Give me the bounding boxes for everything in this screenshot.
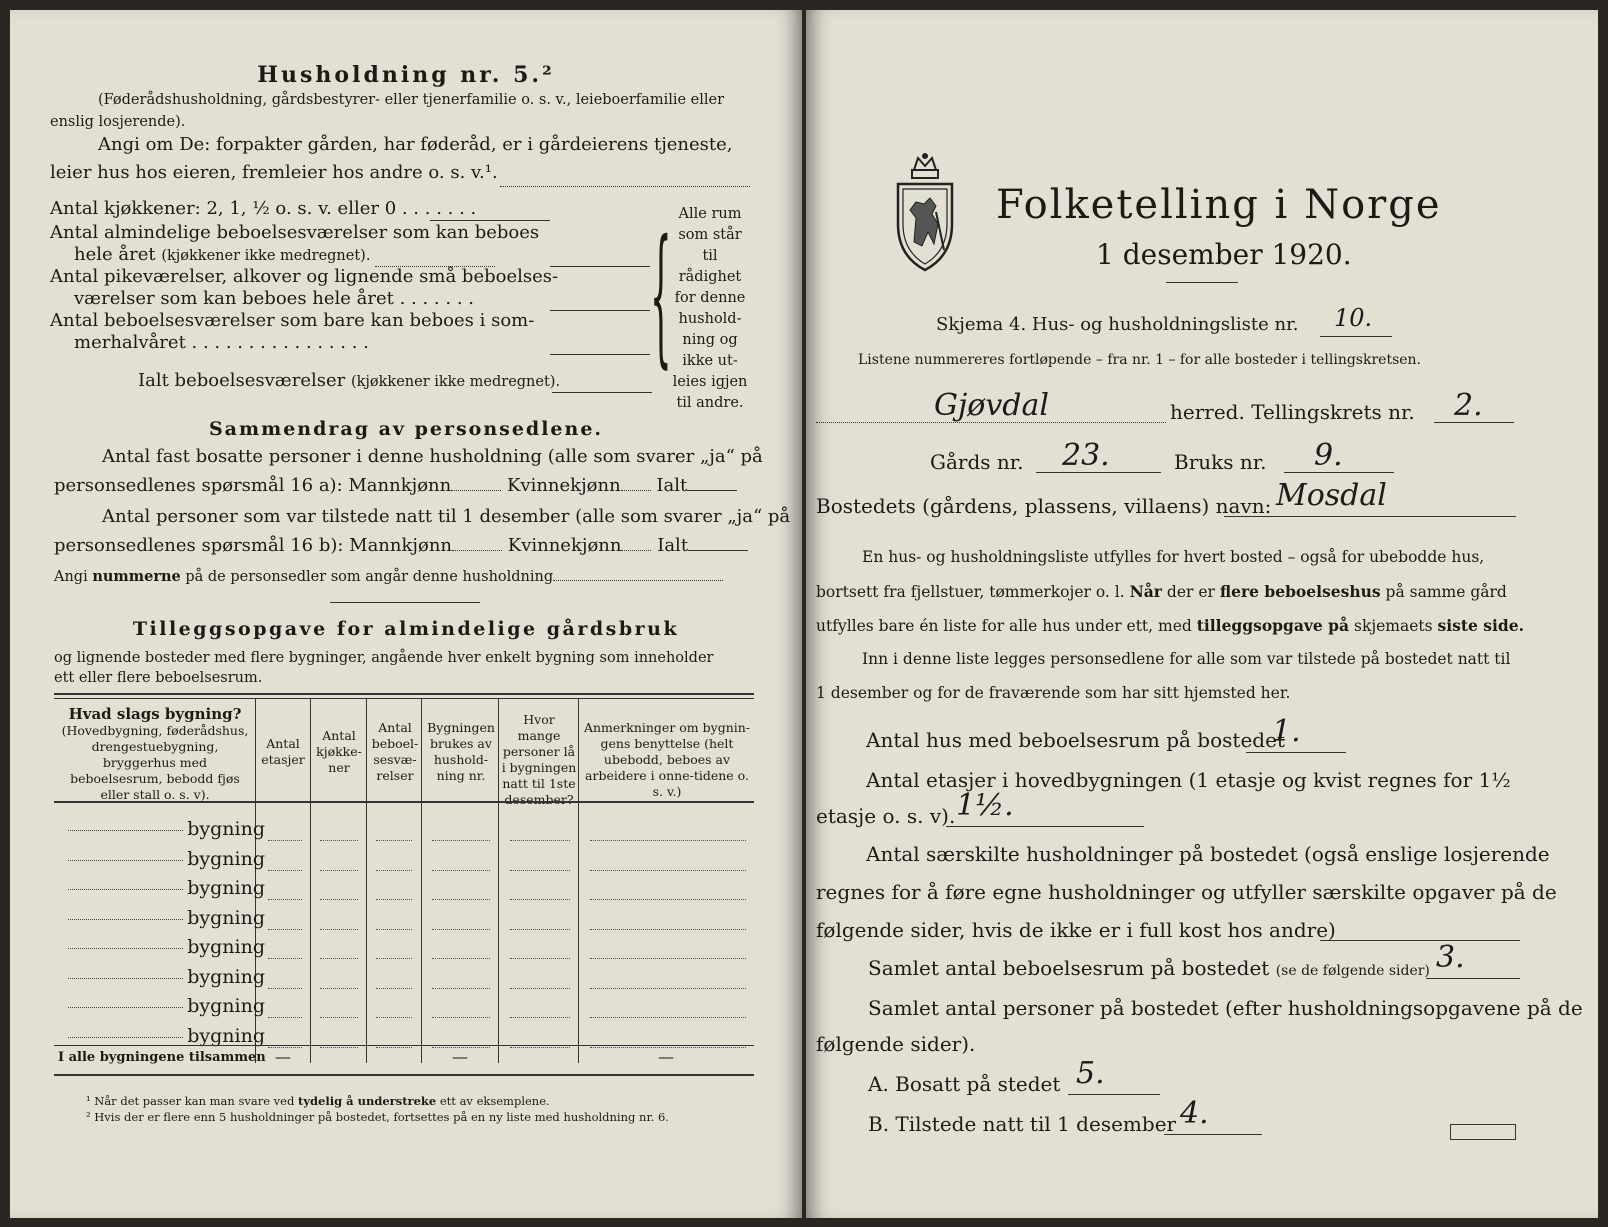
sammendrag-title: Sammendrag av personsedlene. [208, 418, 604, 440]
tillegg-sub-2: ett eller flere beboelsesrum. [54, 670, 263, 686]
som-line [550, 354, 650, 355]
bygning-cell-line [510, 1017, 570, 1018]
bygning-row-label: bygning [187, 995, 265, 1017]
bosted-line [1224, 516, 1516, 517]
bygning-row-dots [68, 889, 183, 890]
col-divider-5 [498, 698, 499, 1063]
etasjer-line-1: Antal etasjer i hovedbygningen (1 etasje og kvist regnes for 1½ [866, 768, 1511, 792]
table-header-rule [54, 801, 754, 803]
herred-label: herred. Tellingskrets nr. [1170, 400, 1415, 424]
bygning-cell-line [432, 929, 490, 930]
table-top-rule-2 [54, 698, 754, 699]
household-intro-1: (Føderådshusholdning, gårdsbestyrer- eller tjenerfamilie o. s. v., leieboerfamilie eller [98, 92, 725, 108]
col-header-type: Hvad slags bygning? (Hovedbygning, føderådshus, drengestuebygning, bryggerhus med beboelsesrum, bebodd fjøs eller stall o. s. v). [61, 705, 249, 802]
ialt-line [552, 392, 652, 393]
side-note-line: hushold- [678, 311, 742, 327]
bygning-cell-line [510, 899, 570, 900]
bygning-cell-line [320, 988, 358, 989]
bygning-cell-line [590, 899, 746, 900]
kjokkener-label: Antal kjøkkener: 2, 1, ½ o. s. v. eller 0 . . . . . . . [50, 198, 477, 219]
kjokkener-line [430, 220, 550, 221]
bygning-row-label: bygning [187, 1024, 265, 1047]
bygning-cell-line [268, 870, 302, 871]
bygning-cell-line [376, 1017, 412, 1018]
bygning-cell-line [432, 958, 490, 959]
skjema-nr-value: 10. [1334, 304, 1373, 332]
section-divider [330, 602, 480, 603]
sammendrag-p2b: personsedlenes spørsmål 16 b): Mannkjønn Kvinnekjønn Ialt [54, 535, 748, 556]
brace: { [650, 210, 672, 386]
bygning-cell-line [590, 1017, 746, 1018]
census-title: Folketelling i Norge [996, 182, 1442, 228]
bygning-row [65, 966, 265, 988]
tillegg-sub-1: og lignende bosteder med flere bygninger, angående hver enkelt bygning som inneholder [54, 650, 714, 666]
gards-nr-value: 23. [1062, 438, 1110, 473]
bygning-cell-line [590, 929, 746, 930]
bygning-cell-line [376, 958, 412, 959]
bygning-cell-line [376, 899, 412, 900]
tilstede-line [1164, 1134, 1262, 1135]
bygning-cell-line [376, 929, 412, 930]
bygning-row-dots [68, 830, 183, 831]
bygning-cell-line [320, 899, 358, 900]
hus-label: Antal hus med beboelsesrum på bostedet [866, 728, 1285, 752]
bosted-value: Mosdal [1276, 478, 1387, 513]
bygning-row-label: bygning [187, 877, 265, 899]
bygning-cell-line [590, 870, 746, 871]
herred-value: Gjøvdal [934, 388, 1049, 423]
hush-answer-line [1320, 940, 1520, 941]
table-total-rule [54, 1045, 754, 1046]
bygning-cell-line [376, 870, 412, 871]
ialt-label: Ialt beboelsesværelser (kjøkkener ikke medregnet). [138, 370, 561, 391]
footnote-2: ² Hvis der er flere enn 5 husholdninger på bostedet, fortsettes på en ny liste med husholdning nr. 6. [86, 1110, 669, 1124]
bygning-cell-line [510, 988, 570, 989]
side-note-line: til andre. [676, 395, 744, 411]
bygning-row-dots [68, 948, 183, 949]
footnote-1: ¹ Når det passer kan man svare ved tydelig å understreke ett av eksemplene. [86, 1094, 550, 1108]
bruks-label: Bruks nr. [1174, 450, 1267, 474]
bygning-cell-line [432, 840, 490, 841]
listene-note: Listene nummereres fortløpende – fra nr. 1 – for alle bosteder i tellingskretsen. [858, 352, 1422, 368]
angi-line-1: Angi om De: forpakter gården, har føderåd, er i gårdeierens tjeneste, [98, 134, 733, 155]
sammendrag-p2a: Antal personer som var tilstede natt til 1 desember (alle som svarer „ja“ på [102, 506, 791, 527]
bygning-cell-line [268, 958, 302, 959]
bosted-label: Bostedets (gårdens, plassens, villaens) navn: [816, 494, 1272, 518]
gards-label: Gårds nr. [930, 450, 1024, 474]
col-divider-3 [366, 698, 367, 1063]
bygning-cell-line [376, 988, 412, 989]
bygning-cell-line [268, 929, 302, 930]
skjema-nr-line [1320, 336, 1392, 337]
side-note [670, 204, 750, 414]
bygning-row-label: bygning [187, 906, 265, 929]
krets-nr-value: 2. [1454, 388, 1483, 423]
household-title: Husholdning nr. 5.² [257, 62, 555, 88]
bygning-cell-line [320, 1017, 358, 1018]
rum-label: Samlet antal beboelsesrum på bostedet (se de følgende sider) [868, 956, 1430, 980]
hus-value: 1. [1272, 714, 1301, 749]
bygning-row-dots [68, 919, 183, 920]
bygning-row-label: bygning [187, 936, 265, 958]
bygning-cell-line [320, 929, 358, 930]
side-note-line: rådighet [678, 269, 742, 285]
col-header-husholdning: Bygningen brukes av hushold-ning nr. [427, 720, 495, 783]
hush-line-1: Antal særskilte husholdninger på bostedet (også enslige losjerende [866, 842, 1550, 866]
alm-label-1: Antal almindelige beboelsesværelser som kan beboes [50, 222, 540, 243]
pike-label-1: Antal pikeværelser, alkover og lignende små beboelses- [50, 266, 559, 287]
household-intro-2: enslig losjerende). [50, 114, 186, 130]
alm-line [550, 266, 650, 267]
bygning-cell-line [432, 899, 490, 900]
census-date: 1 desember 1920. [1096, 238, 1352, 271]
total-etasjer: — [275, 1047, 291, 1066]
som-label-1: Antal beboelsesværelser som bare kan beboes i som- [50, 310, 535, 331]
bosatt-value: 5. [1076, 1056, 1105, 1091]
bygning-cell-line [320, 840, 358, 841]
rum-value: 3. [1436, 940, 1465, 975]
right-page [806, 10, 1598, 1218]
tillegg-title: Tilleggsopgave for almindelige gårdsbruk [132, 618, 680, 640]
info-line-5: 1 desember og for de fraværende som har sitt hjemsted her. [816, 684, 1291, 702]
col-header-kjokkener: Antal kjøkke-ner [316, 728, 362, 775]
bygning-row [65, 1025, 265, 1047]
bygning-row-dots [68, 1007, 183, 1008]
angi-line-2: leier hus hos eieren, fremleier hos andre o. s. v.¹. [50, 162, 498, 183]
title-divider [1166, 282, 1238, 283]
tilstede-value: 4. [1180, 1096, 1209, 1131]
bygning-row-dots [68, 1037, 183, 1038]
pers-line-1: Samlet antal personer på bostedet (efter husholdningsopgavene på de [868, 996, 1583, 1020]
info-line-1: En hus- og husholdningsliste utfylles for hvert bosted – også for ubebodde hus, [862, 548, 1485, 566]
sammendrag-p1b: personsedlenes spørsmål 16 a): Mannkjønn Kvinnekjønn Ialt [54, 475, 737, 496]
bygning-cell-line [510, 929, 570, 930]
info-line-2: bortsett fra fjellstuer, tømmerkojer o. l. Når der er flere beboelseshus på samme gård [816, 582, 1507, 601]
col-header-personer: Hvor mange personer lå i bygningen natt til 1ste desember? [501, 712, 577, 807]
bygning-cell-line [432, 870, 490, 871]
hus-line [1246, 752, 1346, 753]
bosatt-label: A. Bosatt på stedet [868, 1072, 1061, 1096]
bygning-cell-line [320, 870, 358, 871]
bygning-cell-line [268, 1017, 302, 1018]
bygning-cell-line [510, 870, 570, 871]
alm-label-2: hele året (kjøkkener ikke medregnet). [74, 244, 371, 265]
printer-stamp [1450, 1124, 1516, 1140]
col-divider-2 [310, 698, 311, 1063]
pers-line-2: følgende sider). [816, 1032, 976, 1056]
bygning-cell-line [432, 1017, 490, 1018]
etasjer-answer-line [946, 826, 1144, 827]
bygning-row [65, 877, 265, 899]
bygning-row [65, 848, 265, 870]
pike-line [550, 310, 650, 311]
bygning-cell-line [268, 840, 302, 841]
bruks-nr-value: 9. [1314, 438, 1343, 473]
bygning-cell-line [320, 958, 358, 959]
side-note-line: leies igjen [672, 374, 748, 390]
bygning-cell-line [376, 840, 412, 841]
col-header-anmerkninger: Anmerkninger om bygnin-gens benyttelse (helt ubebodd, beboes av arbeidere i onne-tidene o. s. v.) [583, 720, 751, 799]
total-husholdning: — [452, 1047, 468, 1066]
side-note-line: ikke ut- [682, 353, 738, 369]
hush-line-3: følgende sider, hvis de ikke er i full kost hos andre) [816, 918, 1336, 942]
bygning-row [65, 995, 265, 1017]
bygning-row-dots [68, 978, 183, 979]
bygning-row [65, 907, 265, 929]
col-divider-6 [578, 698, 579, 1063]
sammendrag-p1a: Antal fast bosatte personer i denne husholdning (alle som svarer „ja“ på [102, 446, 763, 467]
som-label-2: merhalvåret . . . . . . . . . . . . . . . . [74, 332, 369, 353]
bygning-row [65, 818, 265, 840]
bygning-cell-line [590, 840, 746, 841]
bygning-cell-line [590, 958, 746, 959]
bygning-cell-line [510, 958, 570, 959]
side-note-line: Alle rum [678, 206, 742, 222]
etasjer-line-2: etasje o. s. v). [816, 804, 956, 828]
bygning-row-label: bygning [187, 818, 265, 840]
skjema-label: Skjema 4. Hus- og husholdningsliste nr. [936, 314, 1299, 335]
side-note-line: for denne [674, 290, 746, 306]
pike-label-2: værelser som kan beboes hele året . . . . . . . [74, 288, 474, 309]
coat-of-arms-icon [892, 152, 958, 274]
hush-line-2: regnes for å føre egne husholdninger og utfyller særskilte opgaver på de [816, 880, 1557, 904]
bygning-cell-line [590, 988, 746, 989]
side-note-line: som står til [678, 227, 742, 264]
left-page [10, 10, 802, 1218]
table-bottom-rule [54, 1074, 754, 1076]
side-note-line: ning og [682, 332, 738, 348]
bygning-row-label: bygning [187, 965, 265, 988]
rum-line [1426, 978, 1520, 979]
tilstede-label: B. Tilstede natt til 1 desember [868, 1112, 1177, 1136]
bygning-cell-line [432, 988, 490, 989]
info-line-4: Inn i denne liste legges personsedlene for alle som var tilstede på bostedet natt til [862, 650, 1511, 668]
etasjer-value: 1½. [956, 788, 1014, 823]
bygning-cell-line [510, 840, 570, 841]
col-divider-4 [421, 698, 422, 1063]
bygning-cell-line [376, 1047, 412, 1048]
total-anmerkninger: — [658, 1047, 674, 1066]
angi-nummerne: Angi nummerne på de personsedler som angår denne husholdning [54, 568, 723, 585]
col-header-etasjer: Antal etasjer [261, 736, 305, 767]
bygning-row [65, 936, 265, 958]
bosatt-line [1068, 1094, 1160, 1095]
bygning-cell-line [320, 1047, 358, 1048]
bygning-cell-line [268, 899, 302, 900]
total-label: I alle bygningene tilsammen [58, 1050, 266, 1065]
angi-answer-line [500, 186, 750, 187]
bygning-row-label: bygning [187, 847, 265, 870]
table-top-rule [54, 693, 754, 695]
col-header-vaerelser: Antal beboel-sesvæ-relser [371, 720, 419, 783]
info-line-3: utfylles bare én liste for alle hus under ett, med tilleggsopgave på skjemaets siste side. [816, 616, 1525, 635]
bygning-cell-line [510, 1047, 570, 1048]
bygning-cell-line [268, 988, 302, 989]
bygning-row-dots [68, 860, 183, 861]
